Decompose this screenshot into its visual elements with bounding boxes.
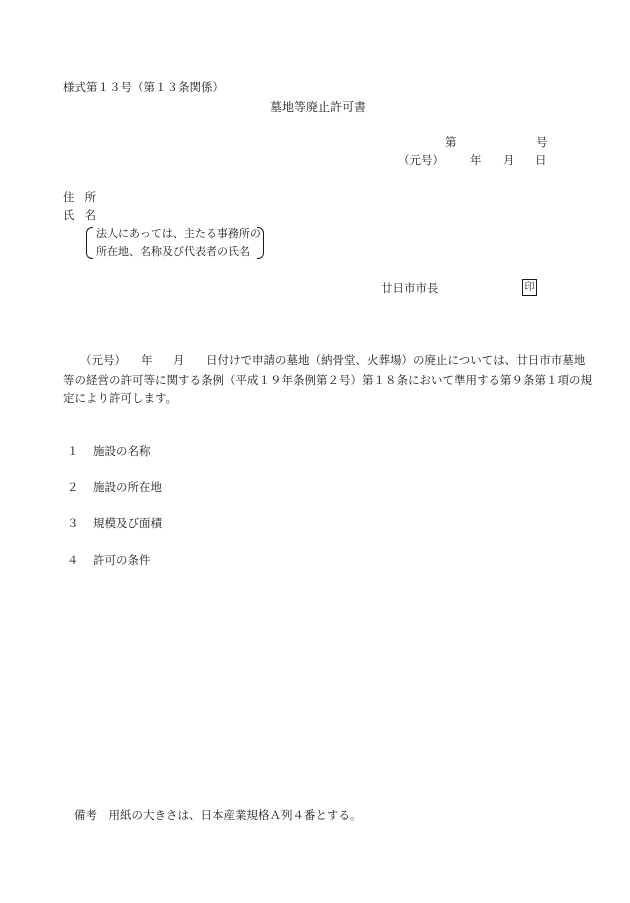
body-date-month: 月 — [173, 353, 185, 367]
body-date-era: （元号） — [80, 353, 126, 367]
permit-number-prefix: 第 — [445, 135, 457, 149]
seal-stamp: 印 — [522, 279, 537, 296]
item-label: 施設の名称 — [93, 444, 151, 458]
name-label: 氏名 — [63, 208, 106, 222]
body-text-line1: 日付けで申請の墓地（納骨堂、火葬場）の廃止については、廿日市市墓地 — [206, 353, 586, 367]
item-label: 許可の条件 — [93, 553, 151, 567]
issue-date-year: 年 — [470, 153, 482, 167]
list-item-permit-conditions — [67, 555, 151, 567]
item-label: 規模及び面積 — [93, 516, 162, 530]
issue-date-era: （元号） — [398, 153, 444, 167]
permit-number-suffix: 号 — [536, 135, 548, 149]
item-number: ４ — [67, 553, 79, 567]
item-label: 施設の所在地 — [93, 480, 162, 494]
document-title: 墓地等廃止許可書 — [270, 100, 367, 114]
item-number: ２ — [67, 480, 79, 494]
body-text-line3: 定により許可します。 — [63, 391, 178, 405]
left-bracket — [86, 227, 93, 259]
remark-note: 備考 用紙の大きさは、日本産業規格Ａ列４番とする。 — [74, 808, 362, 822]
body-date-year: 年 — [141, 353, 153, 367]
issuer-mayor: 廿日市市長 — [381, 281, 439, 295]
form-number: 様式第１３号（第１３条関係） — [63, 80, 224, 94]
list-item-scale-area — [67, 518, 162, 530]
list-item-facility-name — [67, 446, 151, 458]
issue-date-month: 月 — [503, 153, 515, 167]
issue-date-day: 日 — [535, 153, 547, 167]
list-item-facility-location — [67, 482, 162, 494]
corporate-note-line2: 所在地、名称及び代表者の氏名 — [96, 245, 250, 258]
body-text-line2: 等の経営の許可等に関する条例（平成１９年条例第２号）第１８条において準用する第９条第１項の規 — [63, 373, 592, 387]
address-label: 住所 — [63, 190, 106, 204]
item-number: １ — [67, 444, 79, 458]
corporate-note-line1: 法人にあっては、主たる事務所の — [96, 227, 261, 240]
item-number: ３ — [67, 516, 79, 530]
